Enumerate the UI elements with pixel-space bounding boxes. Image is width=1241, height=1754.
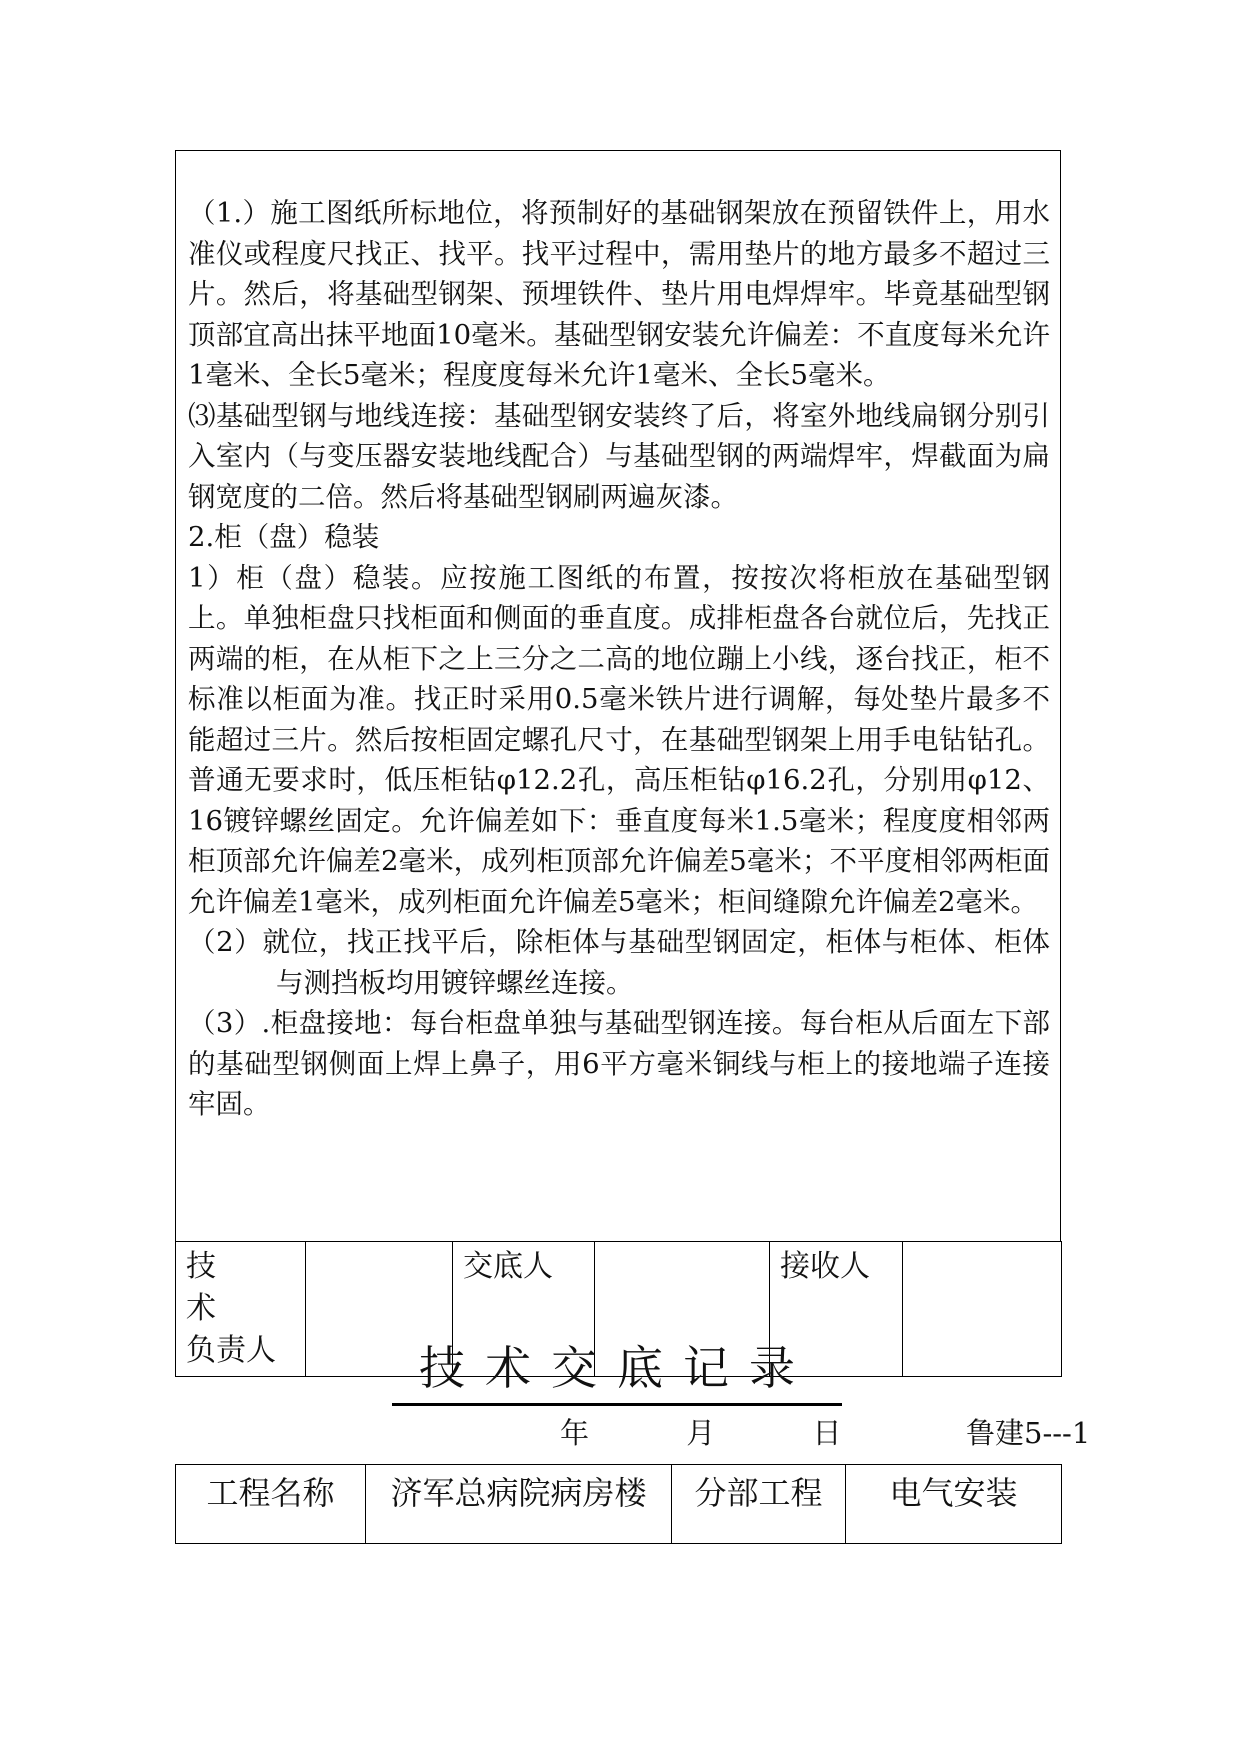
- handover-label: 交底人: [453, 1242, 595, 1377]
- title-underline: [392, 1403, 842, 1406]
- project-name-value: 济军总病院病房楼: [366, 1465, 672, 1544]
- date-day: 日: [812, 1416, 842, 1450]
- form-code: 鲁建5---1: [966, 1416, 1091, 1450]
- division-value: 电气安装: [846, 1465, 1062, 1544]
- paragraph-grounding: （3）.柜盘接地：每台柜盘单独与基础型钢连接。每台柜从后面左下部的基础型钢侧面上焊上鼻子，用6平方毫米铜线与柜上的接地端子连接牢固。: [188, 1007, 1050, 1120]
- division-label: 分部工程: [672, 1465, 846, 1544]
- date-line: [560, 1412, 889, 1454]
- receiver-signature-cell[interactable]: [903, 1242, 1062, 1377]
- document-title: 技术交底记录: [419, 1341, 815, 1395]
- project-info-table: [175, 1464, 1062, 1544]
- date-year: 年: [560, 1416, 590, 1450]
- content-box: [175, 150, 1061, 1242]
- tech-lead-label-line2: 负责人: [186, 1333, 276, 1368]
- receiver-label: 接收人: [770, 1242, 903, 1377]
- project-name-label: 工程名称: [176, 1465, 366, 1544]
- tech-lead-label: [176, 1242, 306, 1377]
- date-month: 月: [686, 1416, 716, 1450]
- tech-lead-label-line1: 技术: [186, 1249, 242, 1326]
- paragraph-cabinet-install: 1）柜（盘）稳装。应按施工图纸的布置，按按次将柜放在基础型钢上。单独柜盘只找柜面和侧面的垂直度。成排柜盘各台就位后，先找正两端的柜，在从柜下之上三分之二高的地位蹦上小线，逐台找正，柜不标准以柜面为准。找正时采用0.5毫米铁片进行调解，每处垫片最多不能超过三片。然后按柜固定螺孔尺寸，在基础型钢架上用手电钻钻孔。普通无要求时，低压柜钻φ12.2孔，高压柜钻φ16.2孔，分别用φ12、16镀锌螺丝固定。允许偏差如下：垂直度每米1.5毫米；程度度相邻两柜顶部允许偏差2毫米，成列柜顶部允许偏差5毫米；不平度相邻两柜面允许偏差1毫米，成列柜面允许偏差5毫米；柜间缝隙允许偏差2毫米。: [188, 561, 1050, 918]
- paragraph-positioning: （2）就位，找正找平后，除柜体与基础型钢固定，柜体与柜体、柜体与测挡板均用镀锌螺丝连接。: [188, 926, 1050, 999]
- paragraph-ground-connection: ⑶基础型钢与地线连接：基础型钢安装终了后，将室外地线扁钢分别引入室内（与变压器安装地线配合）与基础型钢的两端焊牢，焊截面为扁钢宽度的二倍。然后将基础型钢刷两遍灰漆。: [188, 399, 1050, 513]
- paragraph-base-install: （1.）施工图纸所标地位，将预制好的基础钢架放在预留铁件上，用水准仪或程度尺找正、找平。找平过程中，需用垫片的地方最多不超过三片。然后，将基础型钢架、预埋铁件、垫片用电焊焊牢。毕竟基础型钢顶部宜高出抹平地面10毫米。基础型钢安装允许偏差：不直度每米允许1毫米、全长5毫米；程度度每米允许1毫米、全长5毫米。: [188, 197, 1050, 391]
- section-heading-cabinet: 2.柜（盘）稳装: [188, 521, 380, 553]
